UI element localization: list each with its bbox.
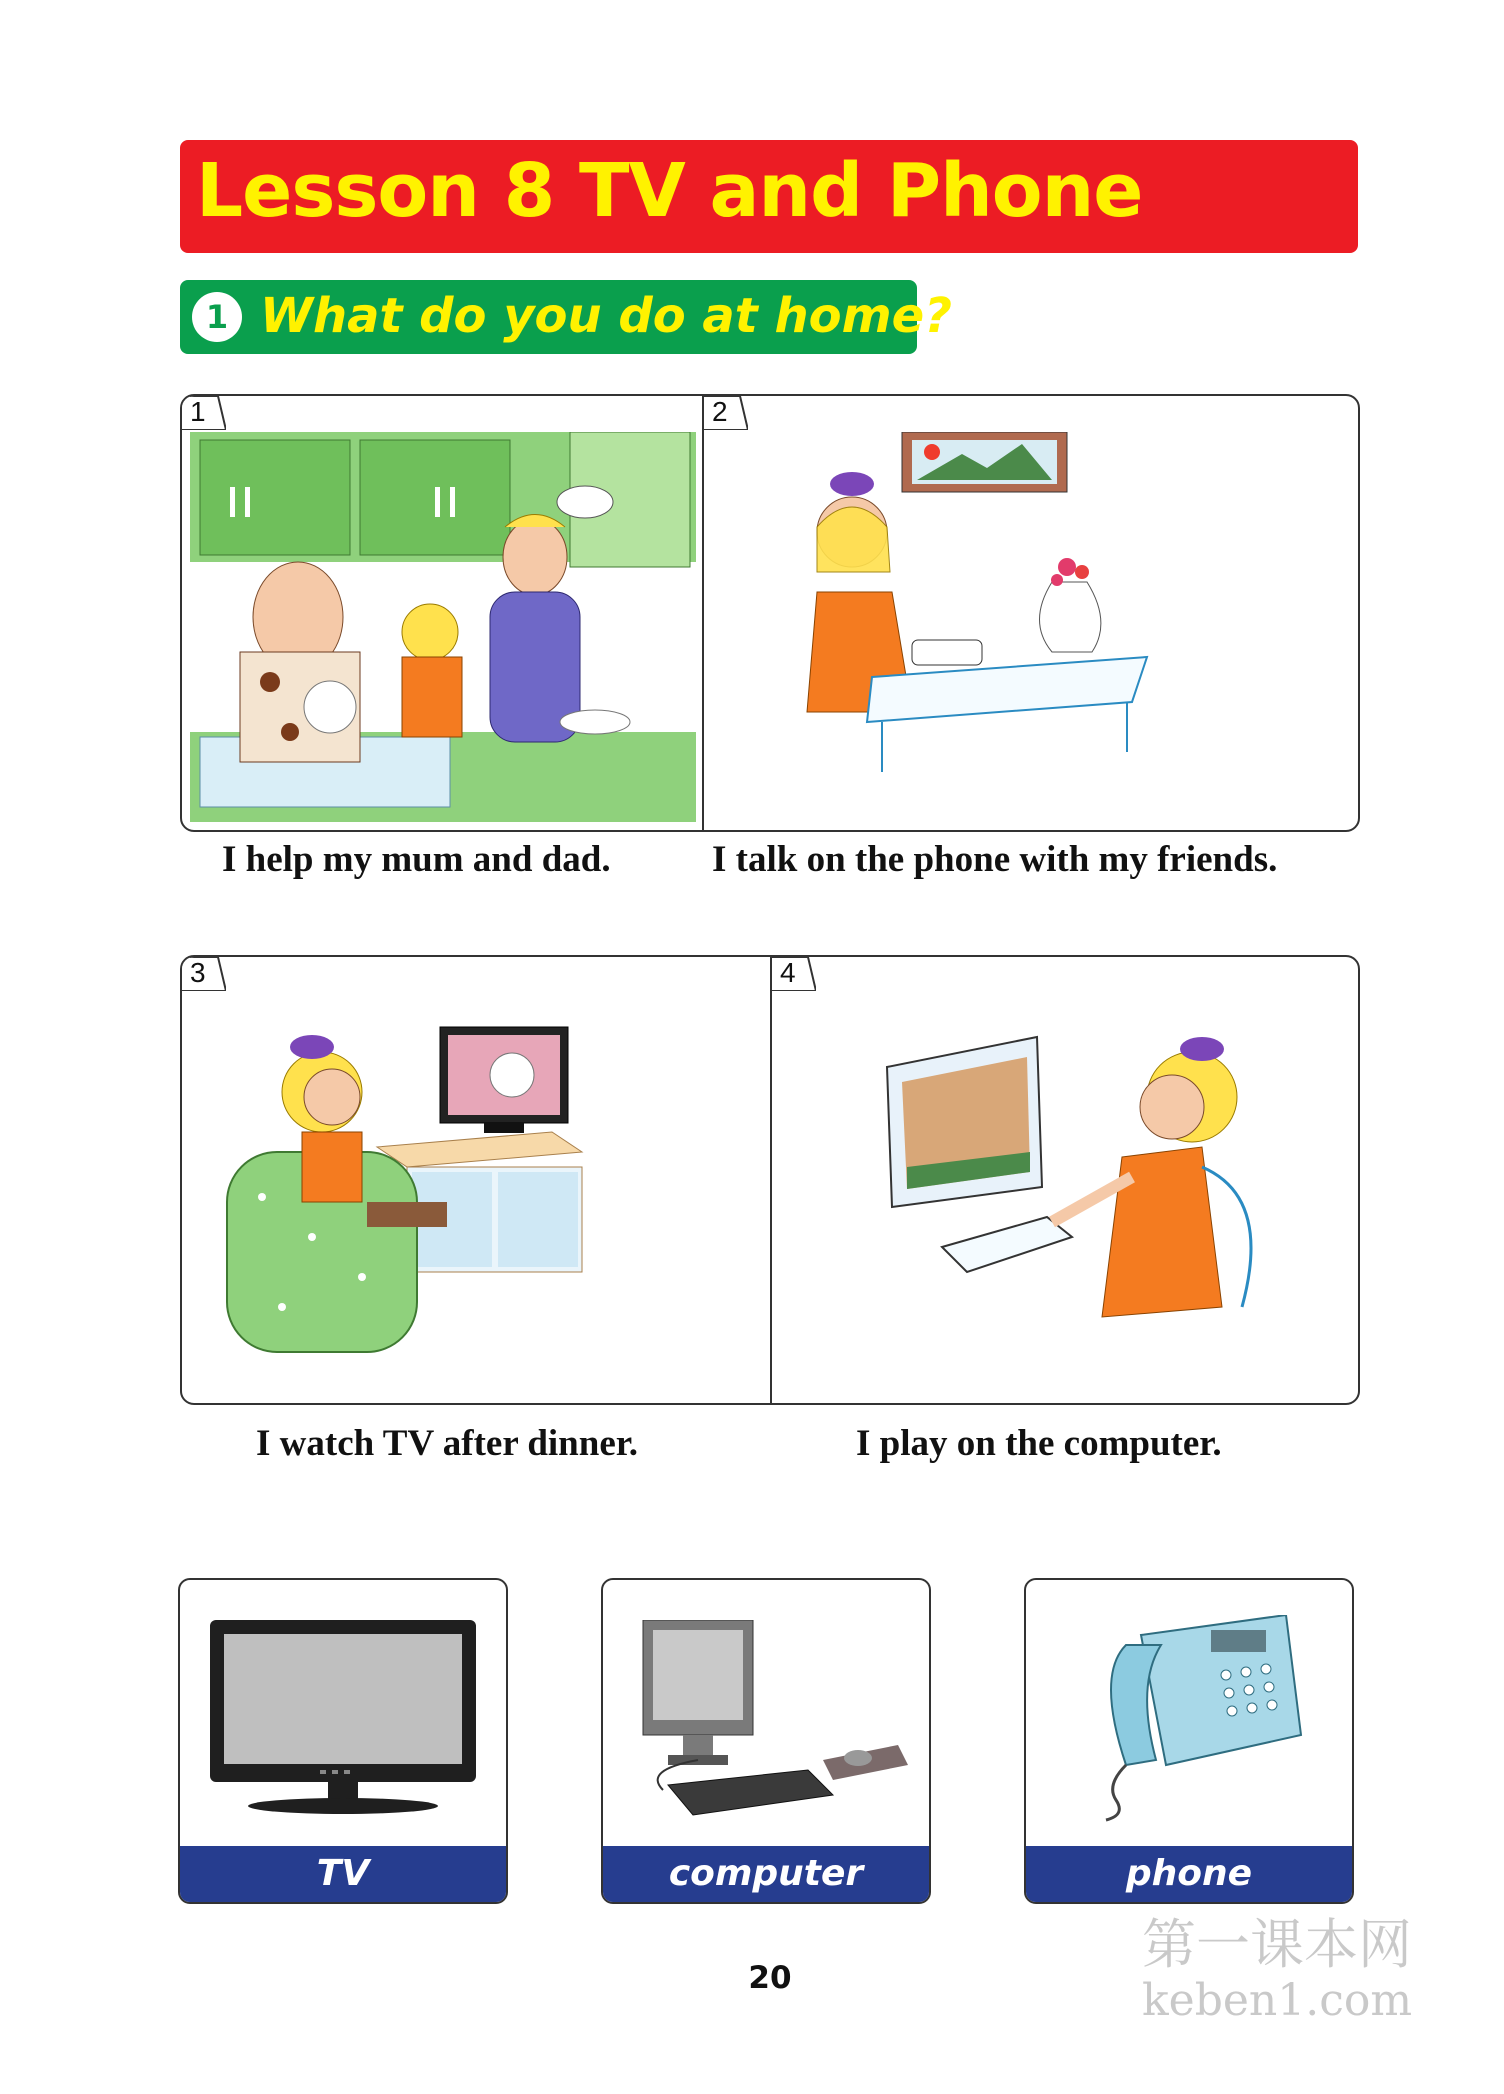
panel-number-tag: 4 xyxy=(772,957,816,991)
panel-caption: I help my mum and dad. xyxy=(222,839,611,880)
kitchen-illustration xyxy=(190,432,696,822)
section-title: What do you do at home? xyxy=(260,288,953,344)
panel-row-1 xyxy=(180,394,1360,832)
phone-icon xyxy=(1086,1615,1316,1825)
vocab-card-computer xyxy=(601,1578,931,1904)
lesson-title: Lesson 8 TV and Phone xyxy=(196,148,1143,234)
panel-caption: I play on the computer. xyxy=(856,1423,1222,1464)
vocab-word: TV xyxy=(180,1846,506,1902)
phone-call-illustration xyxy=(722,432,1342,822)
computer-icon xyxy=(623,1620,913,1840)
watermark xyxy=(1142,1914,1412,2026)
vocab-card-tv xyxy=(178,1578,508,1904)
computer-illustration xyxy=(802,1017,1342,1387)
page-number: 20 xyxy=(748,1960,792,1996)
panel-divider xyxy=(770,957,772,1403)
panel-caption: I watch TV after dinner. xyxy=(256,1423,639,1464)
section-number: 1 xyxy=(192,292,242,342)
watching-tv-illustration xyxy=(222,1017,742,1387)
lesson-title-bar xyxy=(180,140,1358,253)
watermark-line-1: 第一课本网 xyxy=(1142,1913,1412,1976)
panel-row-2 xyxy=(180,955,1360,1405)
panel-caption: I talk on the phone with my friends. xyxy=(712,839,1278,880)
panel-number-tag: 2 xyxy=(704,396,748,430)
panel-number-tag: 1 xyxy=(182,396,226,430)
panel-number-tag: 3 xyxy=(182,957,226,991)
watermark-line-2: keben1.com xyxy=(1142,1975,1413,2026)
tv-icon xyxy=(210,1620,476,1820)
vocab-word: phone xyxy=(1026,1846,1352,1902)
panel-divider xyxy=(702,396,704,830)
vocab-card-phone xyxy=(1024,1578,1354,1904)
section-heading xyxy=(180,280,953,354)
vocab-word: computer xyxy=(603,1846,929,1902)
